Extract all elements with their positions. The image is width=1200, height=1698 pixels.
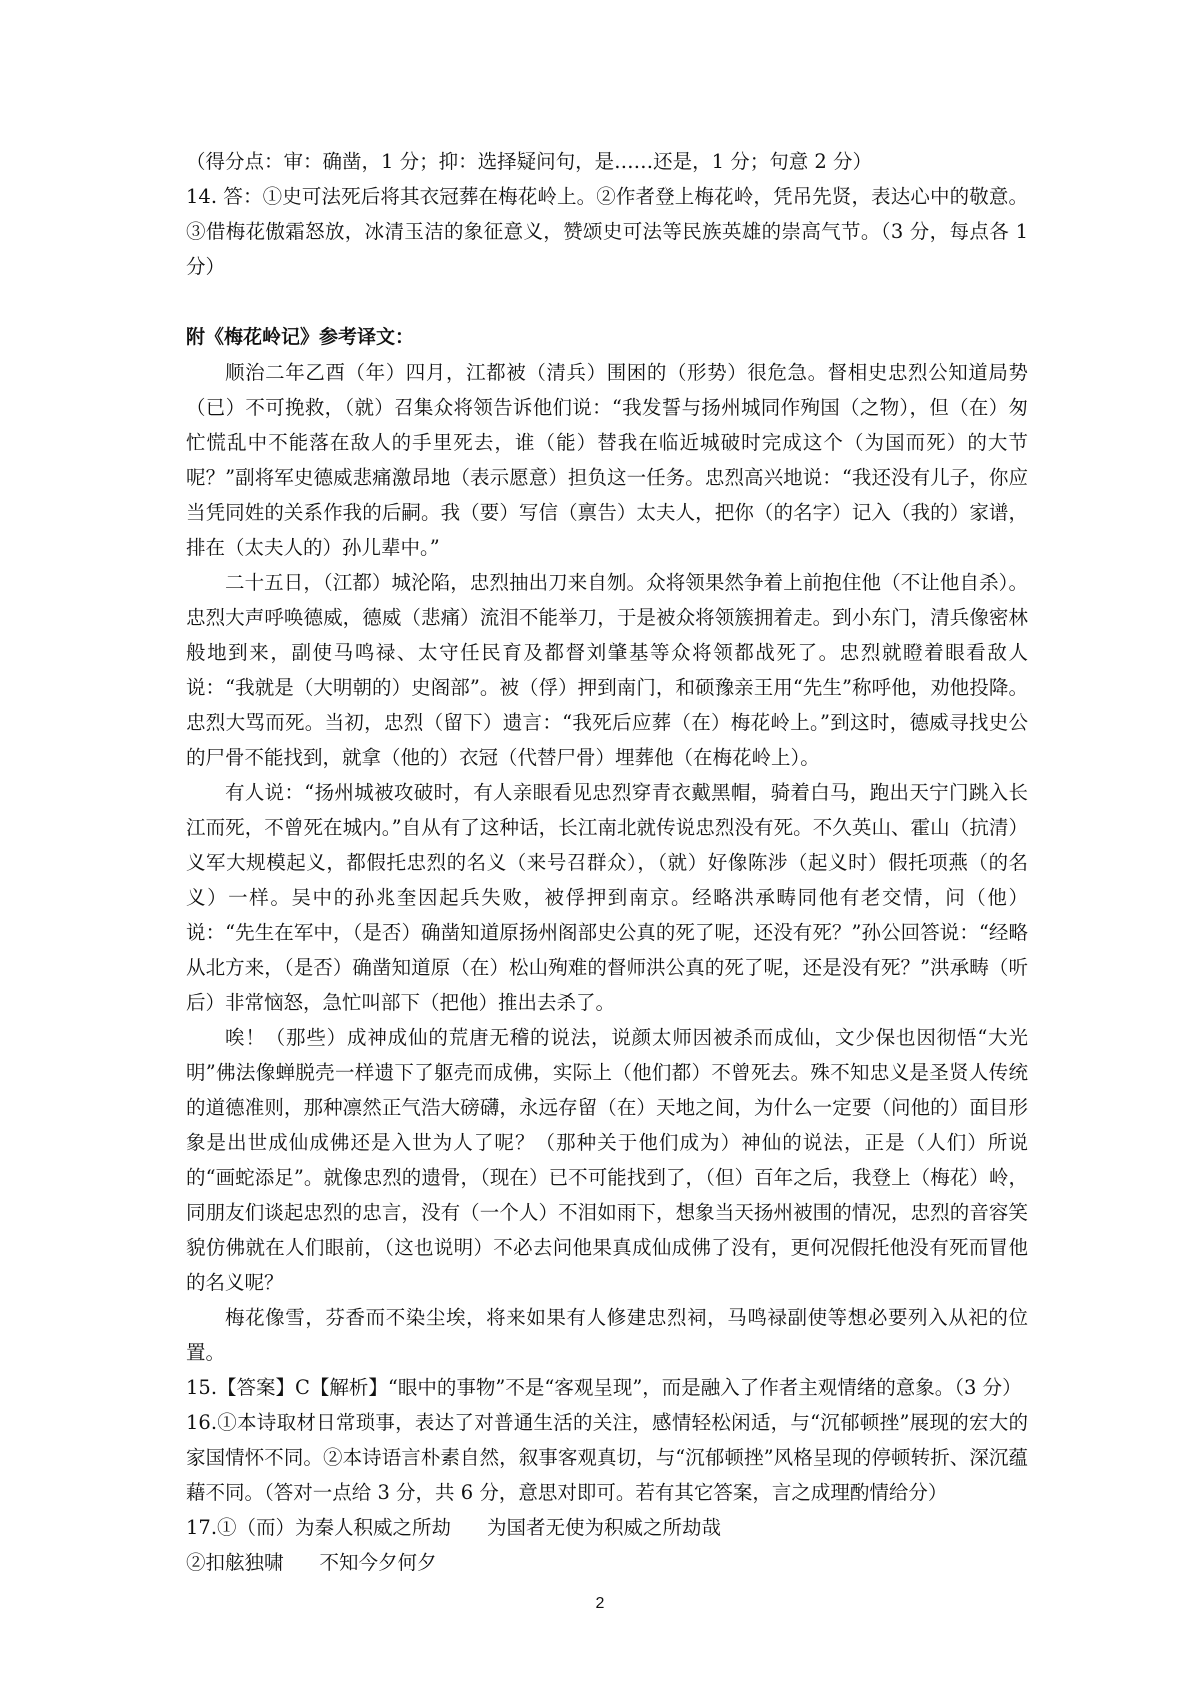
translation-paragraph-3: 有人说：“扬州城被攻破时，有人亲眼看见忠烈穿青衣戴黑帽，骑着白马，跑出天宁门跳入长江而死，不曾死在城内。”自从有了这种话，长江南北就传说忠烈没有死。不久英山、霍山（抗清）义军大规模起义，都假托忠烈的名义（来号召群众），（就）好像陈涉（起义时）假托项燕（的名义）一样。吴中的孙兆奎因起兵失败，被俘押到南京。经略洪承畴同他有老交情，问（他）说：“先生在军中，（是否）确凿知道原扬州阁部史公真的死了呢，还没有死？”孙公回答说：“经略从北方来，（是否）确凿知道原（在）松山殉难的督师洪公真的死了呢，还是没有死？”洪承畴（听后）非常恼怒，急忙叫部下（把他）推出去杀了。 (186, 781, 1028, 1014)
translation-paragraph-5: 梅花像雪，芬香而不染尘埃，将来如果有人修建忠烈祠，马鸣禄副使等想必要列入从祀的位置。 (186, 1306, 1028, 1364)
translation-paragraph-2: 二十五日，（江都）城沦陷，忠烈抽出刀来自刎。众将领果然争着上前抱住他（不让他自杀）。忠烈大声呼唤德威，德威（悲痛）流泪不能举刀，于是被众将领簇拥着走。到小东门，清兵像密林般地到来，副使马鸣禄、太守任民育及都督刘肇基等众将领都战死了。忠烈就瞪着眼看敌人说：“我就是（大明朝的）史阁部”。被（俘）押到南门，和硕豫亲王用“先生”称呼他，劝他投降。忠烈大骂而死。当初，忠烈（留下）遗言：“我死后应葬（在）梅花岭上。”到这时，德威寻找史公的尸骨不能找到，就拿（他的）衣冠（代替尸骨）埋葬他（在梅花岭上）。 (186, 571, 1028, 769)
answer-16: 16.①本诗取材日常琐事，表达了对普通生活的关注，感情轻松闲适，与“沉郁顿挫”展现的宏大的家国情怀不同。②本诗语言朴素自然，叙事客观真切，与“沉郁顿挫”风格呈现的停顿转折、深沉蕴藉不同。（答对一点给 3 分，共 6 分，意思对即可。若有其它答案，言之成理酌情给分） (186, 1411, 1028, 1504)
translation-paragraph-1: 顺治二年乙酉（年）四月，江都被（清兵）围困的（形势）很危急。督相史忠烈公知道局势（已）不可挽救，（就）召集众将领告诉他们说：“我发誓与扬州城同作殉国（之物），但（在）匆忙慌乱中不能落在敌人的手里死去，谁（能）替我在临近城破时完成这个（为国而死）的大节呢？”副将军史德威悲痛激昂地（表示愿意）担负这一任务。忠烈高兴地说：“我还没有儿子，你应当凭同姓的关系作我的后嗣。我（要）写信（禀告）太夫人，把你（的名字）记入（我的）家谱，排在（太夫人的）孙儿辈中。” (186, 361, 1028, 559)
answer-17-1a: 17.①（而）为秦人积威之所劫 (186, 1516, 452, 1539)
answer-17-line-2 (186, 1545, 1028, 1580)
answer-15: 15.【答案】C【解析】“眼中的事物”不是“客观呈现”，而是融入了作者主观情绪的意象。（3 分） (186, 1376, 1022, 1399)
answer-14: 14. 答：①史可法死后将其衣冠葬在梅花岭上。②作者登上梅花岭，凭吊先贤，表达心中的敬意。③借梅花傲霜怒放，冰清玉洁的象征意义，赞颂史可法等民族英雄的崇高气节。（3 分，每点各 1 分） (186, 185, 1028, 278)
document-body (186, 144, 1028, 1580)
answer-17-line-1 (186, 1510, 1028, 1545)
page-number: 2 (595, 1595, 605, 1612)
scoring-note: （得分点：审：确凿，1 分；抑：选择疑问句，是……还是，1 分；句意 2 分） (186, 150, 873, 173)
translation-paragraph-4: 唉！（那些）成神成仙的荒唐无稽的说法，说颜太师因被杀而成仙，文少保也因彻悟“大光明”佛法像蝉脱壳一样遗下了躯壳而成佛，实际上（他们都）不曾死去。殊不知忠义是圣贤人传统的道德准则，那种凛然正气浩大磅礴，永远存留（在）天地之间，为什么一定要（问他的）面目形象是出世成仙成佛还是入世为人了呢？（那种关于他们成为）神仙的说法，正是（人们）所说的“画蛇添足”。就像忠烈的遗骨，（现在）已不可能找到了，（但）百年之后，我登上（梅花）岭，同朋友们谈起忠烈的忠言，没有（一个人）不泪如雨下，想象当天扬州被围的情况，忠烈的音容笑貌仿佛就在人们眼前，（这也说明）不必去问他果真成仙成佛了没有，更何况假托他没有死而冒他的名义呢？ (186, 1026, 1028, 1294)
answer-17-2a: ②扣舷独啸 (186, 1551, 284, 1574)
translation-heading: 附《梅花岭记》参考译文： (186, 326, 415, 348)
answer-17-1b: 为国者无使为积威之所劫哉 (487, 1516, 722, 1539)
answer-17-2b: 不知今夕何夕 (319, 1551, 437, 1574)
section-spacer (186, 284, 1028, 320)
